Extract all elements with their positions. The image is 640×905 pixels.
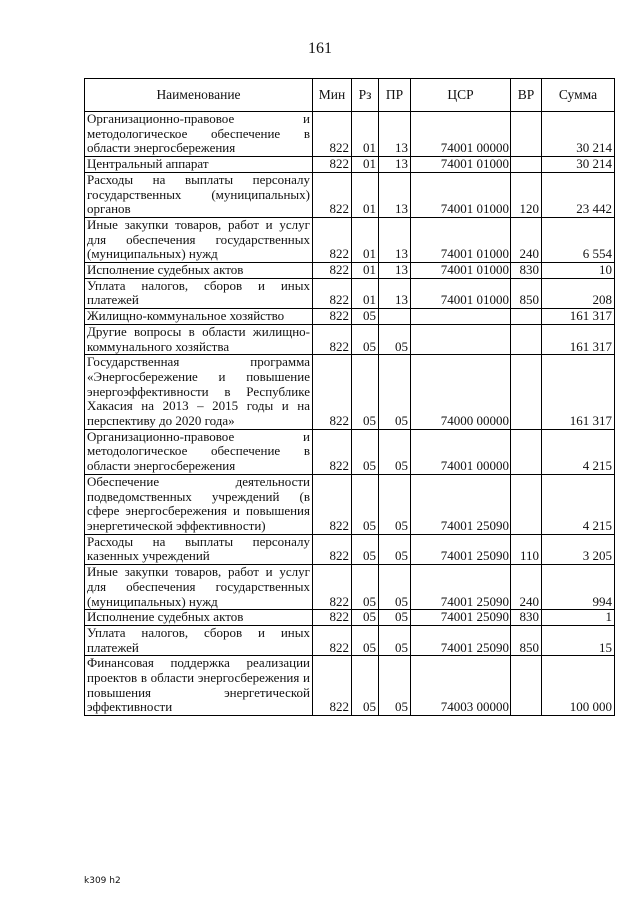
header-sum: Сумма	[542, 79, 615, 112]
row-sum: 30 214	[542, 157, 615, 173]
row-sum: 100 000	[542, 656, 615, 716]
row-vr: 120	[511, 172, 542, 217]
row-csr: 74001 01000	[411, 172, 511, 217]
row-vr	[511, 157, 542, 173]
table-row	[85, 565, 615, 610]
header-pr: ПР	[379, 79, 411, 112]
row-sum: 161 317	[542, 309, 615, 325]
row-vr: 240	[511, 565, 542, 610]
row-pr: 13	[379, 217, 411, 262]
row-name: Уплата налогов, сборов и иных платежей	[85, 278, 313, 308]
row-vr: 110	[511, 534, 542, 564]
table-row	[85, 278, 615, 308]
row-sum: 23 442	[542, 172, 615, 217]
row-pr: 13	[379, 263, 411, 279]
table-row	[85, 309, 615, 325]
row-rz: 05	[352, 355, 379, 430]
row-name: Государственная программа «Энергосбережение и повышение энергоэффективности в Республике Хакасия на 2013 – 2015 годы и на перспективу до 2020 года»	[85, 355, 313, 430]
row-min: 822	[313, 565, 352, 610]
row-rz: 01	[352, 172, 379, 217]
row-pr: 05	[379, 625, 411, 655]
row-name: Исполнение судебных актов	[85, 263, 313, 279]
row-sum: 994	[542, 565, 615, 610]
row-vr	[511, 112, 542, 157]
table-row	[85, 217, 615, 262]
row-rz: 05	[352, 565, 379, 610]
table-row	[85, 656, 615, 716]
row-sum: 15	[542, 625, 615, 655]
row-rz: 05	[352, 610, 379, 626]
table-row	[85, 429, 615, 474]
row-pr: 05	[379, 610, 411, 626]
table-row	[85, 263, 615, 279]
row-vr	[511, 309, 542, 325]
row-csr	[411, 309, 511, 325]
row-csr: 74000 00000	[411, 355, 511, 430]
row-min: 822	[313, 309, 352, 325]
row-csr: 74001 25090	[411, 565, 511, 610]
row-rz: 01	[352, 112, 379, 157]
table-row	[85, 625, 615, 655]
row-sum: 4 215	[542, 474, 615, 534]
row-rz: 05	[352, 474, 379, 534]
row-min: 822	[313, 217, 352, 262]
row-sum: 1	[542, 610, 615, 626]
row-name: Уплата налогов, сборов и иных платежей	[85, 625, 313, 655]
row-csr: 74003 00000	[411, 656, 511, 716]
row-name: Обеспечение деятельности подведомственных учреждений (в сфере энергосбережения и повышения энергетической эффективности)	[85, 474, 313, 534]
row-sum: 3 205	[542, 534, 615, 564]
row-rz: 01	[352, 263, 379, 279]
row-csr: 74001 25090	[411, 610, 511, 626]
row-pr: 05	[379, 355, 411, 430]
table-header-row	[85, 79, 615, 112]
row-min: 822	[313, 278, 352, 308]
row-rz: 01	[352, 217, 379, 262]
row-pr	[379, 309, 411, 325]
header-rz: Рз	[352, 79, 379, 112]
row-pr: 05	[379, 534, 411, 564]
row-rz: 05	[352, 429, 379, 474]
row-sum: 10	[542, 263, 615, 279]
table-body	[85, 112, 615, 716]
row-name: Расходы на выплаты персоналу государственных (муниципальных) органов	[85, 172, 313, 217]
row-name: Расходы на выплаты персоналу казенных учреждений	[85, 534, 313, 564]
row-vr	[511, 355, 542, 430]
row-rz: 05	[352, 324, 379, 354]
header-vr: ВР	[511, 79, 542, 112]
row-pr: 05	[379, 656, 411, 716]
row-min: 822	[313, 656, 352, 716]
row-vr: 830	[511, 610, 542, 626]
row-name: Иные закупки товаров, работ и услуг для обеспечения государственных (муниципальных) нужд	[85, 565, 313, 610]
row-vr	[511, 474, 542, 534]
row-rz: 05	[352, 625, 379, 655]
footer-code: k309 h2	[84, 876, 121, 886]
row-rz: 01	[352, 157, 379, 173]
row-pr: 05	[379, 474, 411, 534]
row-pr: 13	[379, 157, 411, 173]
table-row	[85, 534, 615, 564]
row-vr: 850	[511, 625, 542, 655]
row-pr: 13	[379, 112, 411, 157]
row-csr: 74001 01000	[411, 263, 511, 279]
row-sum: 6 554	[542, 217, 615, 262]
row-vr	[511, 324, 542, 354]
row-min: 822	[313, 263, 352, 279]
row-pr: 13	[379, 172, 411, 217]
row-sum: 161 317	[542, 355, 615, 430]
row-rz: 05	[352, 656, 379, 716]
row-pr: 05	[379, 565, 411, 610]
row-name: Организационно-правовое и методологическое обеспечение в области энергосбережения	[85, 112, 313, 157]
row-name: Иные закупки товаров, работ и услуг для обеспечения государственных (муниципальных) нужд	[85, 217, 313, 262]
row-pr: 05	[379, 324, 411, 354]
row-min: 822	[313, 172, 352, 217]
table-row	[85, 112, 615, 157]
row-csr: 74001 01000	[411, 217, 511, 262]
row-csr: 74001 00000	[411, 112, 511, 157]
row-rz: 05	[352, 309, 379, 325]
row-csr: 74001 00000	[411, 429, 511, 474]
row-name: Исполнение судебных актов	[85, 610, 313, 626]
table-row	[85, 355, 615, 430]
row-rz: 01	[352, 278, 379, 308]
row-name: Центральный аппарат	[85, 157, 313, 173]
row-name: Другие вопросы в области жилищно-коммунального хозяйства	[85, 324, 313, 354]
row-vr: 240	[511, 217, 542, 262]
table-row	[85, 610, 615, 626]
row-vr: 830	[511, 263, 542, 279]
page-number: 161	[308, 40, 332, 57]
header-name: Наименование	[85, 79, 313, 112]
row-name: Финансовая поддержка реализации проектов в области энергосбережения и повышения энергетической эффективности	[85, 656, 313, 716]
row-csr: 74001 25090	[411, 625, 511, 655]
row-pr: 13	[379, 278, 411, 308]
row-csr: 74001 25090	[411, 534, 511, 564]
row-min: 822	[313, 429, 352, 474]
row-csr: 74001 01000	[411, 278, 511, 308]
table-row	[85, 324, 615, 354]
header-min: Мин	[313, 79, 352, 112]
row-min: 822	[313, 534, 352, 564]
row-min: 822	[313, 625, 352, 655]
table-row	[85, 157, 615, 173]
row-sum: 161 317	[542, 324, 615, 354]
row-min: 822	[313, 355, 352, 430]
row-name: Организационно-правовое и методологическое обеспечение в области энергосбережения	[85, 429, 313, 474]
row-min: 822	[313, 610, 352, 626]
row-pr: 05	[379, 429, 411, 474]
row-sum: 4 215	[542, 429, 615, 474]
header-csr: ЦСР	[411, 79, 511, 112]
row-csr: 74001 25090	[411, 474, 511, 534]
row-sum: 208	[542, 278, 615, 308]
row-vr	[511, 429, 542, 474]
row-vr: 850	[511, 278, 542, 308]
row-min: 822	[313, 474, 352, 534]
row-name: Жилищно-коммунальное хозяйство	[85, 309, 313, 325]
row-min: 822	[313, 324, 352, 354]
budget-table	[84, 78, 615, 716]
row-min: 822	[313, 112, 352, 157]
row-sum: 30 214	[542, 112, 615, 157]
table-row	[85, 172, 615, 217]
row-min: 822	[313, 157, 352, 173]
row-rz: 05	[352, 534, 379, 564]
table-row	[85, 474, 615, 534]
row-vr	[511, 656, 542, 716]
row-csr: 74001 01000	[411, 157, 511, 173]
row-csr	[411, 324, 511, 354]
